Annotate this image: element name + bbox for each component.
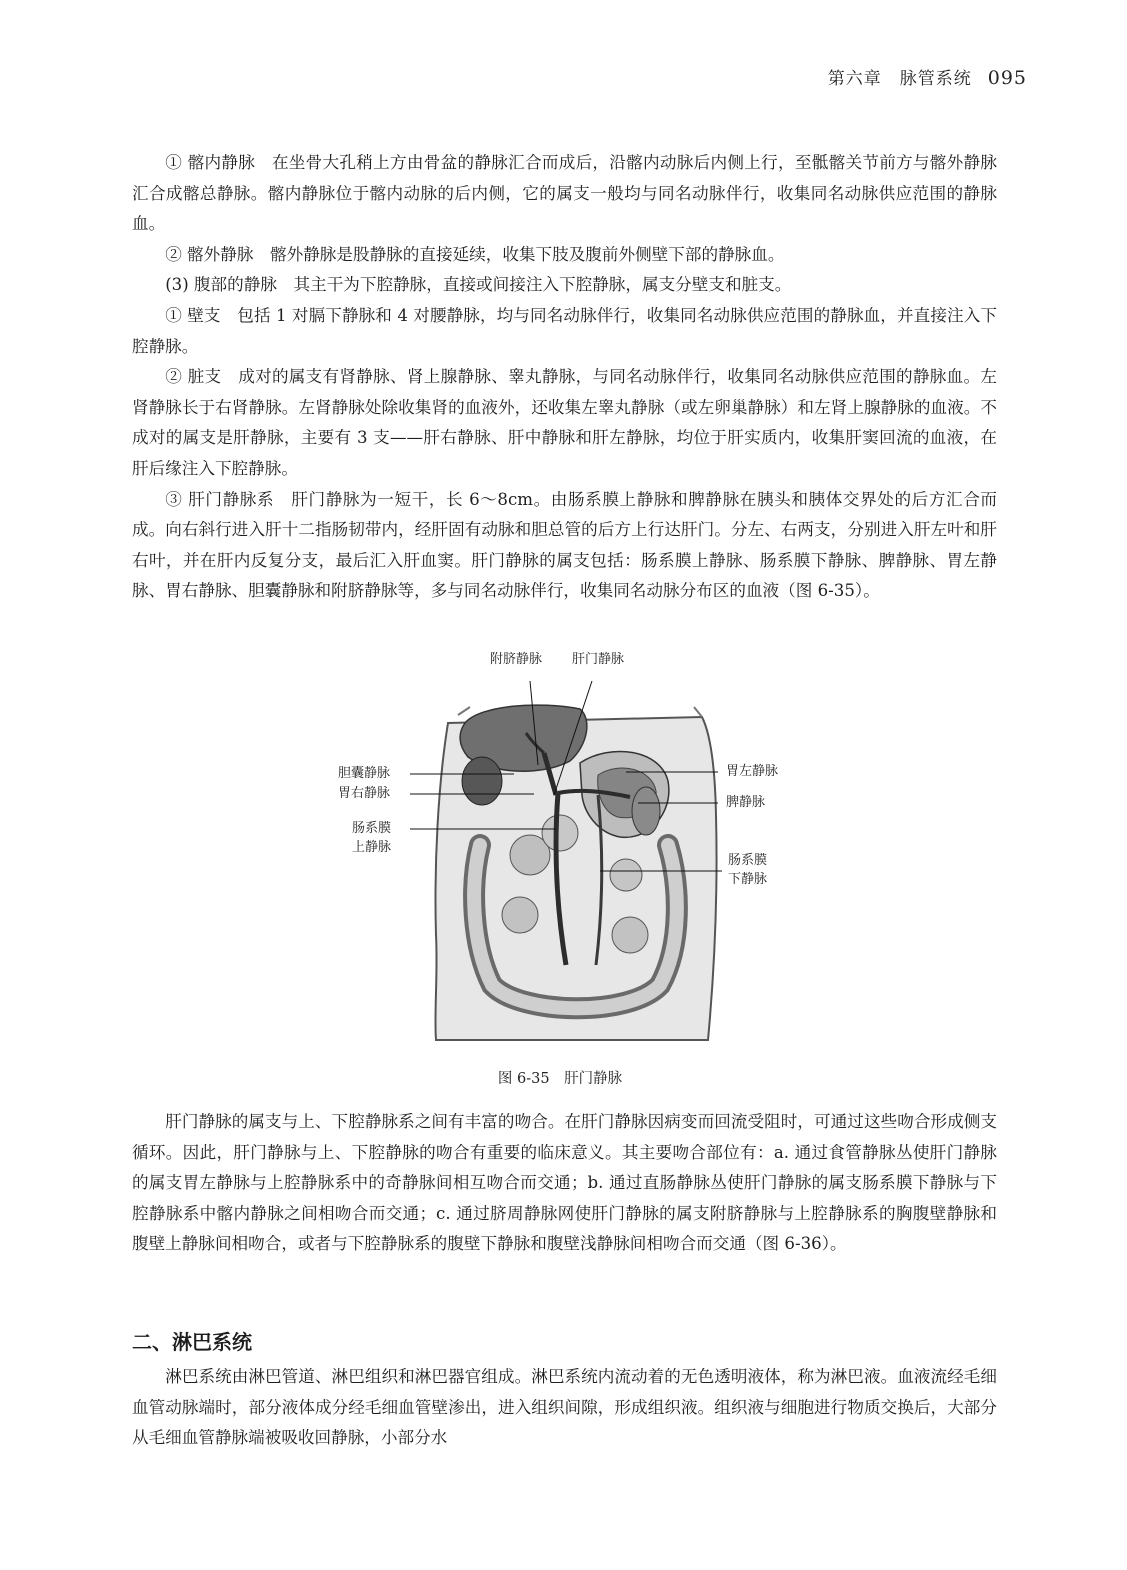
label-left-gastric-vein: 胃左静脉 bbox=[726, 764, 779, 779]
label-cystic-vein: 胆囊静脉 bbox=[338, 766, 391, 781]
paragraph: 肝门静脉的属支与上、下腔静脉系之间有丰富的吻合。在肝门静脉因病变而回流受阻时，可通过这些吻合形成侧支循环。因此，肝门静脉与上、下腔静脉的吻合有重要的临床意义。其主要吻合部位有：a. 通过食管静脉丛使肝门静脉的属支胃左静脉与上腔静脉系中的奇静脉间相互吻合而交通；b. 通过直肠静脉丛使肝门静脉的属支肠系膜下静脉与下腔静脉系中髂内静脉之间相吻合而交通；c. 通过脐周静脉网使肝门静脉的属支附脐静脉与上腔静脉系的胸腹壁静脉和腹壁上静脉间相吻合，或者与下腔静脉系的腹壁下静脉和腹壁浅静脉间相吻合而交通（图 6-36）。 bbox=[132, 1112, 997, 1254]
label-para-umbilical-vein: 附脐静脉 bbox=[490, 652, 543, 667]
label-hepatic-portal-vein: 肝门静脉 bbox=[572, 652, 625, 667]
paragraph: ① 髂内静脉 在坐骨大孔稍上方由骨盆的静脉汇合而成后，沿髂内动脉后内侧上行，至骶髂关节前方与髂外静脉汇合成髂总静脉。髂内静脉位于髂内动脉的后内侧，它的属支一般均与同名动脉伴行，收集同名动脉供应范围的静脉血。 bbox=[132, 153, 997, 234]
text-block-lymphatic bbox=[132, 1362, 997, 1454]
label-inferior-mesenteric-vein-1: 肠系膜 bbox=[728, 853, 768, 868]
paragraph: (3) 腹部的静脉 其主干为下腔静脉，直接或间接注入下腔静脉，属支分壁支和脏支。 bbox=[165, 275, 792, 295]
label-splenic-vein: 脾静脉 bbox=[726, 795, 766, 810]
chapter-title: 第六章 脉管系统 bbox=[827, 69, 972, 89]
paragraph: ② 脏支 成对的属支有肾静脉、肾上腺静脉、睾丸静脉，与同名动脉伴行，收集同名动脉供应范围的静脉血。左肾静脉长于右肾静脉。左肾静脉处除收集肾的血液外，还收集左睾丸静脉（或左卵巢静脉）和左肾上腺静脉的血液。不成对的属支是肝静脉，主要有 3 支——肝右静脉、肝中静脉和肝左静脉，均位于肝实质内，收集肝窦回流的血液，在肝后缘注入下腔静脉。 bbox=[132, 367, 997, 478]
paragraph: ① 壁支 包括 1 对膈下静脉和 4 对腰静脉，均与同名动脉伴行，收集同名动脉供应范围的静脉血，并直接注入下腔静脉。 bbox=[132, 305, 997, 356]
page-header bbox=[828, 64, 1027, 89]
anatomy-illustration bbox=[330, 645, 790, 1065]
text-block-venous bbox=[132, 148, 997, 607]
text-block-anastomoses bbox=[132, 1107, 997, 1260]
paragraph: ③ 肝门静脉系 肝门静脉为一短干，长 6～8cm。由肠系膜上静脉和脾静脉在胰头和胰体交界处的后方汇合而成。向右斜行进入肝十二指肠韧带内，经肝固有动脉和胆总管的后方上行达肝门。分左、右两支，分别进入肝左叶和肝右叶，并在肝内反复分支，最后汇入肝血窦。肝门静脉的属支包括：肠系膜上静脉、肠系膜下静脉、脾静脉、胃左静脉、胃右静脉、胆囊静脉和附脐静脉等，多与同名动脉伴行，收集同名动脉分布区的血液（图 6-35）。 bbox=[132, 489, 997, 601]
figure-hepatic-portal-vein bbox=[330, 645, 790, 1100]
section-heading: 二、淋巴系统 bbox=[132, 1330, 252, 1354]
label-inferior-mesenteric-vein-2: 下静脉 bbox=[728, 872, 768, 887]
page-number: 095 bbox=[987, 67, 1027, 89]
label-superior-mesenteric-vein-2: 上静脉 bbox=[352, 840, 392, 855]
paragraph: 淋巴系统由淋巴管道、淋巴组织和淋巴器官组成。淋巴系统内流动着的无色透明液体，称为淋巴液。血液流经毛细血管动脉端时，部分液体成分经毛细血管壁渗出，进入组织间隙，形成组织液。组织液与细胞进行物质交换后，大部分从毛细血管静脉端被吸收回静脉，小部分水 bbox=[132, 1367, 997, 1448]
label-right-gastric-vein: 胃右静脉 bbox=[338, 786, 391, 801]
paragraph: ② 髂外静脉 髂外静脉是股静脉的直接延续，收集下肢及腹前外侧壁下部的静脉血。 bbox=[165, 244, 785, 264]
figure-caption: 图 6-35 肝门静脉 bbox=[497, 1071, 623, 1087]
label-superior-mesenteric-vein-1: 肠系膜 bbox=[352, 821, 392, 836]
